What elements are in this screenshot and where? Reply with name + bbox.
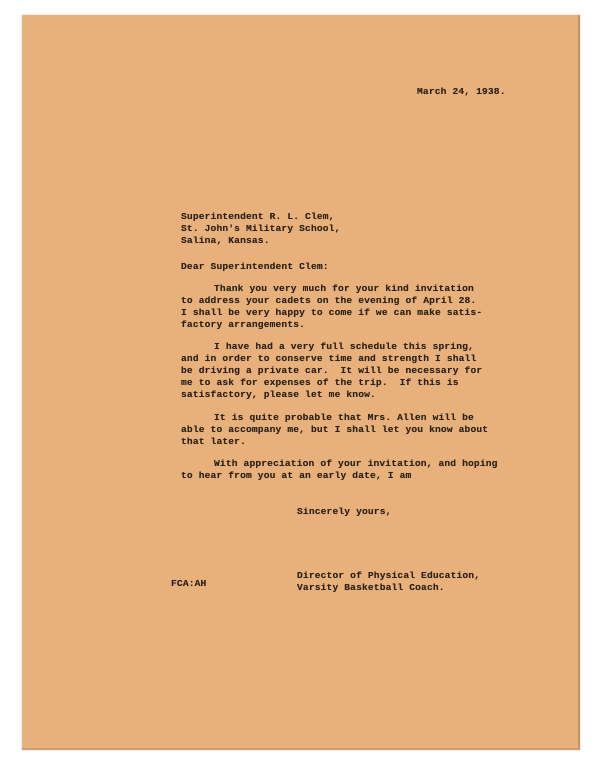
signature-title-line: Director of Physical Education, [297,570,481,581]
recipient-line: St. John's Military School, [181,223,341,234]
paragraph-line: I shall be very happy to come if we can make satis- [181,307,483,318]
paragraph-line: able to accompany me, but I shall let you know about [181,424,489,435]
closing: Sincerely yours, [297,506,392,517]
paragraph-line: be driving a private car. It will be necessary for [181,365,483,376]
paragraph-line: With appreciation of your invitation, and hoping [214,458,498,469]
paragraph-line: Thank you very much for your kind invitation [214,283,474,294]
salutation: Dear Superintendent Clem: [181,261,329,272]
typist-initials: FCA:AH [171,578,207,589]
recipient-line: Superintendent R. L. Clem, [181,211,335,222]
paragraph-line: It is quite probable that Mrs. Allen will be [214,412,474,423]
paragraph-line: and in order to conserve time and strength I shall [181,353,477,364]
letter-page [22,15,580,750]
paragraph-line: satisfactory, please let me know. [181,389,376,400]
paragraph-line: I have had a very full schedule this spring, [214,341,474,352]
signature-title-line: Varsity Basketball Coach. [297,582,445,593]
recipient-line: Salina, Kansas. [181,235,270,246]
paragraph-line: factory arrangements. [181,319,306,330]
paragraph-line: to address your cadets on the evening of April 28. [181,295,477,306]
paragraph-line: that later. [181,436,246,447]
paragraph-line: me to ask for expenses of the trip. If this is [181,377,459,388]
paragraph-line: to hear from you at an early date, I am [181,470,412,481]
letter-date: March 24, 1938. [417,86,506,97]
